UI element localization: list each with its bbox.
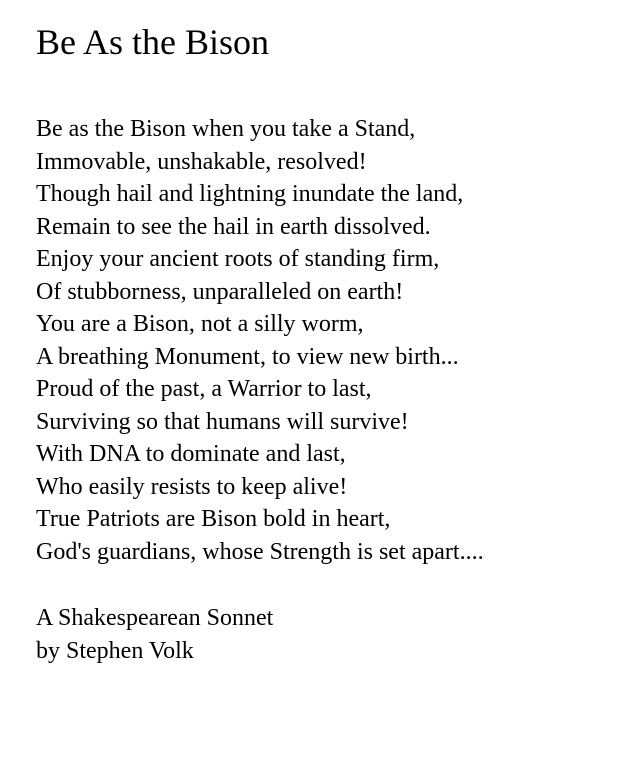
poem-body [36, 113, 626, 568]
poem-author: by Stephen Volk [36, 638, 194, 664]
poem-line: Immovable, unshakable, resolved! [36, 148, 367, 175]
poem-title: Be As the Bison [36, 22, 270, 62]
poem-line: Enjoy your ancient roots of standing firm, [36, 246, 440, 272]
poem-line: Surviving so that humans will survive! [36, 408, 409, 435]
poem-line: A breathing Monument, to view new birth... [36, 343, 459, 370]
poem-line: With DNA to dominate and last, [36, 441, 346, 467]
poem-line: Remain to see the hail in earth dissolved. [36, 213, 431, 240]
document-page [36, 18, 626, 668]
poem-credits [36, 602, 626, 668]
poem-line: Though hail and lightning inundate the land, [36, 181, 464, 207]
poem-line: Be as the Bison when you take a Stand, [36, 116, 416, 142]
poem-line: Who easily resists to keep alive! [36, 473, 348, 500]
poem-line: God's guardians, whose Strength is set apart.... [36, 538, 484, 565]
poem-line: You are a Bison, not a silly worm, [36, 311, 364, 337]
poem-form-label: A Shakespearean Sonnet [36, 605, 274, 631]
poem-line: Proud of the past, a Warrior to last, [36, 376, 372, 402]
poem-line: Of stubborness, unparalleled on earth! [36, 278, 404, 305]
poem-line: True Patriots are Bison bold in heart, [36, 506, 391, 532]
